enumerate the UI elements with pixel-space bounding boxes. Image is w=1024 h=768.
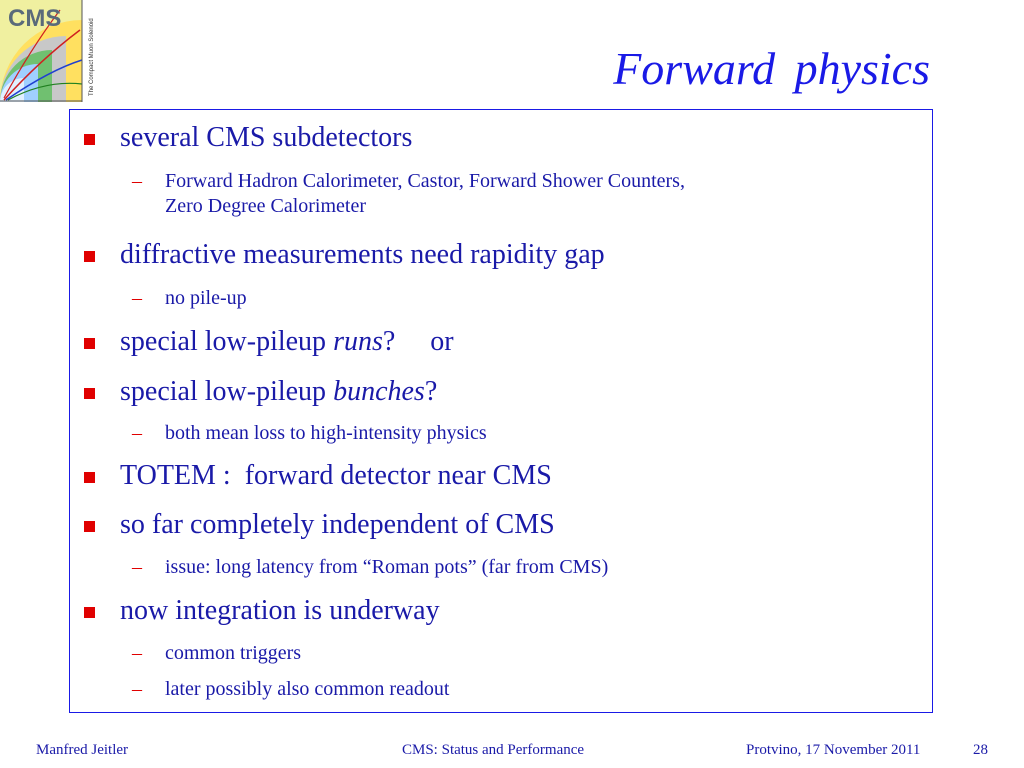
logo-tagline: The Compact Muon Solenoid xyxy=(89,18,95,96)
square-bullet-icon xyxy=(84,521,95,532)
sub-bullet-text: no pile-up xyxy=(165,287,247,309)
cms-logo xyxy=(0,0,104,102)
dash-bullet-icon: – xyxy=(132,642,142,664)
square-bullet-icon xyxy=(84,472,95,483)
slide-title: Forward physics xyxy=(613,43,930,94)
dash-bullet-icon: – xyxy=(132,422,142,444)
sub-bullet-text: common triggers xyxy=(165,642,302,664)
sub-bullet-text: both mean loss to high-intensity physics xyxy=(165,422,487,444)
bullet-text-part: ? or xyxy=(382,326,454,357)
square-bullet-icon xyxy=(84,338,95,349)
sub-bullet-text: later possibly also common readout xyxy=(165,678,450,700)
bullet-text xyxy=(120,378,437,406)
dash-bullet-icon: – xyxy=(132,170,142,192)
footer-venue-date: Protvino, 17 November 2011 xyxy=(746,742,921,758)
bullet-text-part: special low-pileup xyxy=(120,326,334,357)
bullet-text: several CMS subdetectors xyxy=(120,122,413,153)
footer-author: Manfred Jeitler xyxy=(36,742,129,758)
logo-text: CMS xyxy=(8,5,62,32)
bullet-text xyxy=(120,328,454,356)
bullet-text: so far completely independent of CMS xyxy=(120,509,555,540)
sub-bullet-text: issue: long latency from “Roman pots” (far from CMS) xyxy=(165,556,609,578)
bullet-text-part: special low-pileup xyxy=(120,376,334,407)
bullet-text-part: ? xyxy=(424,376,438,407)
cms-logo-graphic xyxy=(0,0,104,102)
square-bullet-icon xyxy=(84,251,95,262)
square-bullet-icon xyxy=(84,388,95,399)
sub-bullet-text-continued: Zero Degree Calorimeter xyxy=(165,195,367,217)
bullet-text: TOTEM : forward detector near CMS xyxy=(120,460,552,491)
dash-bullet-icon: – xyxy=(132,287,142,309)
dash-bullet-icon: – xyxy=(132,556,142,578)
bullet-text-emphasis: bunches xyxy=(333,376,425,407)
dash-bullet-icon: – xyxy=(132,678,142,700)
bullet-text: now integration is underway xyxy=(120,595,440,626)
square-bullet-icon xyxy=(84,607,95,618)
footer-page-number: 28 xyxy=(973,742,988,758)
bullet-text: diffractive measurements need rapidity gap xyxy=(120,239,605,270)
square-bullet-icon xyxy=(84,134,95,145)
bullet-text-emphasis: runs xyxy=(333,326,383,357)
footer-topic: CMS: Status and Performance xyxy=(402,742,585,758)
sub-bullet-text: Forward Hadron Calorimeter, Castor, Forward Shower Counters, xyxy=(165,170,685,192)
